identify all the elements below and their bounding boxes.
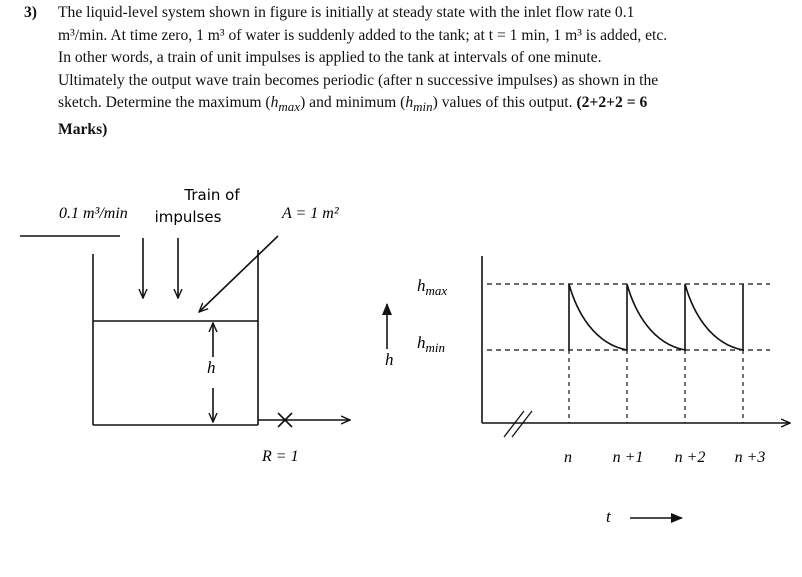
plot-hmax-subscript: max — [425, 283, 448, 298]
periodic-output-wave — [569, 284, 743, 350]
problem-line-4: Ultimately the output wave train becomes periodic (after n successive impulses) as shown in the — [58, 71, 659, 89]
x-tick-n: n — [564, 449, 572, 466]
plot-hmin-label — [417, 333, 445, 355]
plot-hmax-symbol: h — [417, 276, 426, 295]
x-axis-label: t — [606, 507, 611, 526]
line5-part-c: ) values of this output. — [432, 94, 577, 111]
x-tick-n3: n +3 — [734, 449, 766, 466]
axis-break-1 — [504, 411, 524, 437]
hmax-subscript: max — [278, 99, 301, 115]
problem-line-1: The liquid-level system shown in figure is initially at steady state with the inlet flow rate 0.1 — [58, 4, 635, 21]
x-tick-n2: n +2 — [674, 449, 706, 466]
plot-hmin-subscript: min — [425, 340, 445, 355]
train-label-1: Train of — [184, 186, 240, 204]
output-plot — [387, 256, 790, 437]
tank-figure — [20, 236, 350, 427]
tank-h-label: h — [207, 358, 216, 377]
marks-a: (2+2+2 = 6 — [576, 94, 648, 111]
train-label-2: impulses — [154, 208, 222, 226]
hmin-symbol: h — [405, 94, 414, 111]
area-label: A = 1 m² — [282, 205, 339, 222]
marks-b: Marks) — [58, 120, 108, 138]
problem-number: 3) — [24, 4, 37, 21]
line5-part-b: ) and minimum ( — [300, 94, 406, 111]
hmax-symbol: h — [270, 94, 279, 111]
plot-hmax-label — [417, 276, 447, 298]
problem-line-3: In other words, a train of unit impulses is applied to the tank at intervals of one minute. — [58, 49, 602, 66]
problem-line-2: m³/min. At time zero, 1 m³ of water is suddenly added to the tank; at t = 1 min, 1 m³ is added, etc. — [58, 26, 668, 44]
flow-rate-label: 0.1 m³/min — [59, 205, 128, 222]
plot-hmin-symbol: h — [417, 333, 426, 352]
hmin-subscript: min — [413, 99, 433, 115]
line5-part-a: sketch. Determine the maximum ( — [58, 94, 271, 111]
plot-y-axis-label: h — [385, 350, 394, 369]
area-arrow — [199, 236, 278, 312]
axis-break-2 — [512, 411, 532, 437]
resistance-label: R = 1 — [262, 448, 299, 465]
x-tick-n1: n +1 — [612, 449, 644, 466]
